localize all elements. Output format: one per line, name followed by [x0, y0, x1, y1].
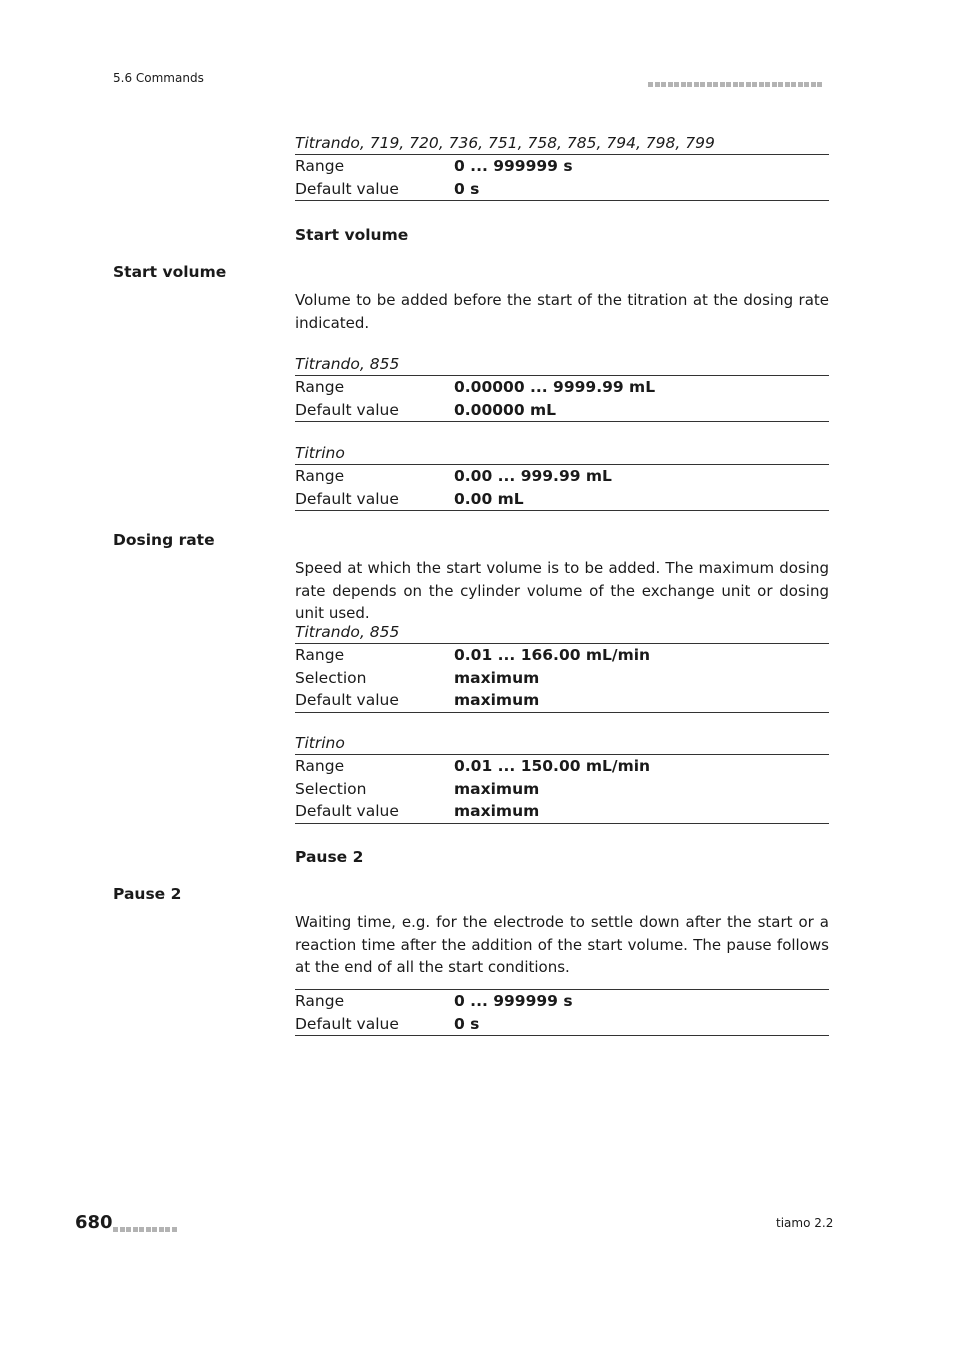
row-value: maximum: [454, 691, 540, 709]
table-row: [295, 990, 829, 1013]
table-start-volume-titrino: [295, 442, 829, 511]
table-caption: Titrino: [295, 442, 829, 465]
row-key: Default value: [295, 489, 399, 508]
table-bottom-rule: [295, 1035, 829, 1036]
row-value: 0 ... 999999 s: [454, 157, 573, 175]
row-value: 0.01 ... 150.00 mL/min: [454, 757, 651, 775]
table-dosing-rate-titrino: [295, 732, 829, 824]
table-row: [295, 178, 829, 201]
table-dosing-rate-titrando: [295, 621, 829, 713]
table-row: [295, 488, 829, 511]
table-row: [295, 1013, 829, 1036]
table-caption: Titrando, 855: [295, 353, 829, 376]
row-key: Default value: [295, 802, 399, 820]
page-number: 680: [75, 1212, 113, 1233]
row-value: 0.00000 mL: [454, 400, 557, 419]
row-key: Range: [295, 467, 345, 485]
footer-product: tiamo 2.2: [776, 1216, 834, 1230]
row-key: Default value: [295, 179, 399, 198]
row-key: Range: [295, 646, 345, 664]
subheading-start-volume: Start volume: [295, 226, 409, 244]
table-row: [295, 465, 829, 488]
row-value: 0.00000 ... 9999.99 mL: [454, 378, 656, 396]
row-value: 0 s: [454, 179, 480, 198]
table-caption: Titrando, 855: [295, 621, 829, 644]
row-key: Range: [295, 157, 345, 175]
running-header-section: 5.6 Commands: [113, 71, 204, 85]
table-row: [295, 155, 829, 178]
row-key: Range: [295, 992, 345, 1010]
description-dosing-rate: Speed at which the start volume is to be added. The maximum dosing rate depends on the cylinder volume of the exchange unit or dosing unit used.: [295, 559, 829, 622]
side-label-start-volume: Start volume: [113, 263, 227, 281]
row-value: 0.01 ... 166.00 mL/min: [454, 646, 651, 664]
row-value: 0 ... 999999 s: [454, 992, 573, 1010]
row-key: Range: [295, 378, 345, 396]
row-value: 0.00 mL: [454, 489, 524, 508]
table-caption: Titrando, 719, 720, 736, 751, 758, 785, 794, 798, 799: [295, 132, 829, 155]
row-value: maximum: [454, 668, 540, 687]
description-start-volume: Volume to be added before the start of the titration at the dosing rate indicated.: [295, 291, 829, 332]
row-key: Selection: [295, 779, 367, 798]
table-pause-2: [295, 989, 829, 1036]
header-decoration: [648, 74, 824, 93]
table-row: [295, 667, 829, 690]
subheading-pause-2: Pause 2: [295, 848, 364, 866]
table-row: [295, 376, 829, 399]
table-bottom-rule: [295, 200, 829, 201]
table-row: [295, 399, 829, 422]
table-caption: Titrino: [295, 732, 829, 755]
row-key: Default value: [295, 400, 399, 419]
table-start-volume-titrando: [295, 353, 829, 422]
row-value: 0.00 ... 999.99 mL: [454, 467, 612, 485]
description-pause-2: Waiting time, e.g. for the electrode to settle down after the start or a reaction time after the addition of the start volume. The pause follows at the end of all the start conditions.: [295, 913, 829, 976]
row-key: Default value: [295, 691, 399, 709]
row-value: 0 s: [454, 1014, 480, 1033]
footer-decoration: [113, 1219, 178, 1238]
row-value: maximum: [454, 802, 540, 820]
table-bottom-rule: [295, 823, 829, 824]
side-label-pause-2: Pause 2: [113, 885, 182, 903]
table-row: [295, 644, 829, 667]
table-row: [295, 778, 829, 801]
table-bottom-rule: [295, 510, 829, 511]
table-row: [295, 689, 829, 712]
row-key: Range: [295, 757, 345, 775]
table-pause-top: [295, 132, 829, 201]
row-value: maximum: [454, 779, 540, 798]
row-key: Default value: [295, 1014, 399, 1033]
table-row: [295, 800, 829, 823]
table-bottom-rule: [295, 421, 829, 422]
row-key: Selection: [295, 668, 367, 687]
table-row: [295, 755, 829, 778]
table-bottom-rule: [295, 712, 829, 713]
side-label-dosing-rate: Dosing rate: [113, 531, 215, 549]
